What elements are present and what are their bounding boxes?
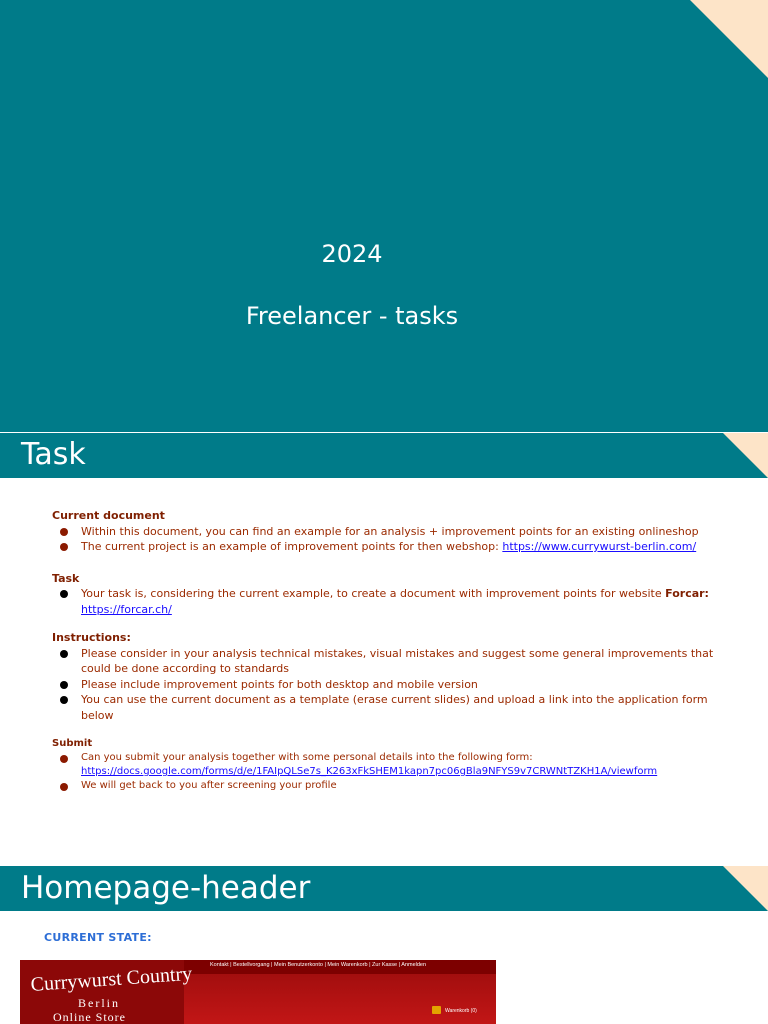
cover-subtitle: Freelancer - tasks <box>245 302 459 330</box>
section-heading-instructions: Instructions: <box>52 631 131 644</box>
shop-header-screenshot <box>20 960 496 1024</box>
list-item: Can you submit your analysis together with some personal details into the following form: https://docs.google.com/forms/d/e/1FAIpQLSe7s_K263xFkSHEM1kapn7pc06gBla9NFYS9v7CRWNtTZKH1A/viewform <box>81 751 732 779</box>
task-slide-title: Task <box>21 437 86 472</box>
section-heading-current-document: Current document <box>52 509 165 522</box>
shop-cart-label: Warenkorb (0) <box>445 1008 477 1014</box>
corner-decoration <box>690 0 768 78</box>
shop-logo-text: Currywurst Country <box>30 962 193 996</box>
cover-slide <box>0 0 768 432</box>
task-slide-header <box>0 433 768 478</box>
list-item: Within this document, you can find an example for an analysis + improvement points for an existing onlineshop <box>81 524 732 540</box>
instructions-list <box>52 646 732 724</box>
task-list <box>52 586 732 617</box>
list-item: The current project is an example of improvement points for then webshop: https://www.currywurst-berlin.com/ <box>81 539 732 555</box>
list-item: Please consider in your analysis technical mistakes, visual mistakes and suggest some general improvements that could be done according to standards <box>81 646 732 677</box>
shop-logo-city: Berlin <box>78 996 120 1010</box>
section-heading-task: Task <box>52 571 80 585</box>
homepage-header-slide-header <box>0 866 768 911</box>
shop-top-nav: Kontakt | Bestellvorgang | Mein Benutzerkonto | Mein Warenkorb | Zur Kasse | Anmelden <box>184 960 496 974</box>
currywurst-link[interactable]: https://www.currywurst-berlin.com/ <box>502 540 697 553</box>
submit-list <box>52 751 732 793</box>
task-slide-content <box>52 508 732 793</box>
homepage-header-slide-title: Homepage-header <box>21 870 311 906</box>
list-item: We will get back to you after screening your profile <box>81 779 732 793</box>
forcar-link[interactable]: https://forcar.ch/ <box>81 602 172 616</box>
list-item: You can use the current document as a template (erase current slides) and upload a link into the application form below <box>81 692 732 723</box>
list-item: Please include improvement points for both desktop and mobile version <box>81 677 732 693</box>
shop-logo-subtitle: Online Store <box>53 1010 126 1024</box>
section-heading-submit: Submit <box>52 738 93 749</box>
google-form-link[interactable]: https://docs.google.com/forms/d/e/1FAIpQLSe7s_K263xFkSHEM1kapn7pc06gBla9NFYS9v7CRWNtTZKH1A/viewform <box>81 766 658 777</box>
cart-icon <box>432 1006 441 1014</box>
list-item: Your task is, considering the current example, to create a document with improvement points for website Forcar: https://forcar.ch/ <box>81 586 732 617</box>
cover-year: 2024 <box>321 240 383 268</box>
current-document-list <box>52 524 732 555</box>
current-state-label: CURRENT STATE: <box>44 931 152 944</box>
